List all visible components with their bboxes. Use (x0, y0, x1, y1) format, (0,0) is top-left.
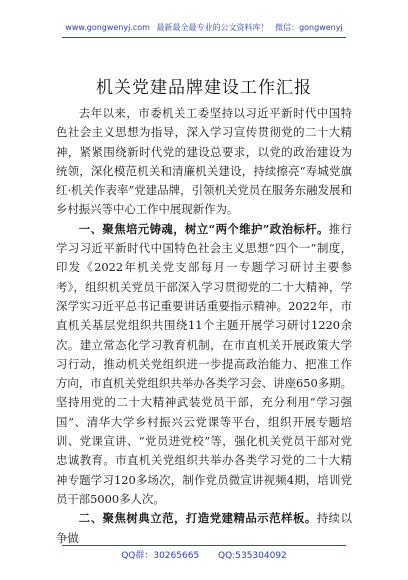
footer-divider (62, 545, 346, 546)
site-header (0, 22, 408, 33)
section-2-text: 持续以争做 (56, 511, 352, 545)
qq-number: QQ:535304092 (218, 551, 287, 561)
section-1-paragraph (56, 220, 352, 509)
site-url[interactable]: www.gongwenyj.com (65, 23, 150, 32)
document-body (56, 104, 352, 548)
header-divider (62, 37, 346, 38)
section-1-heading: 一、聚焦培元铸魂，树立“两个维护”政治标杆。 (78, 221, 329, 236)
section-2-paragraph (56, 509, 352, 548)
site-slogan: 最新最全最专业的公文资料库！ (156, 23, 269, 32)
document-title: 机关党建品牌建设工作汇报 (96, 78, 312, 98)
qq-group: QQ群：30265665 (121, 551, 200, 561)
section-2-heading: 二、聚焦树典立范，打造党建精品示范样板。 (78, 511, 317, 526)
intro-paragraph: 去年以来，市委机关工委坚持以习近平新时代中国特色社会主义思想为指导，深入学习宣传贯彻党的二十大精神，紧紧围绕新时代党的建设总要求，以党的政治建设为统领，深化模范机关和清廉机关建设，持续擦亮“寿城党旗红·机关作表率”党建品牌，引领机关党员在服务东融发展和乡村振兴等中心工作中展现新作为。 (56, 106, 352, 217)
wechat-id: 微信：gongwenyj (275, 23, 343, 32)
section-1-text: 推行学习习近平新时代中国特色社会主义思想“四个一”制度，印发《2022年机关党支部每月一专题学习研讨主要参考》，组织机关党员干部深入学习贯彻党的二十大精神，学深学实习近平总书记重要讲话重要指示精神。2022年，市直机关基层党组织共围绕11个主题开展学习研讨1220余次。建立常态化学习教育机制，在市直机关开展政策大学习行动，推动机关党组织进一步提高政治能力、把准工作方向，市直机关党组织共举办各类学习会、讲座650多期。坚持用党的二十大精神武装党员干部，充分利用“学习强国”、清华大学乡村振兴云党课等平台，组织开展专题培训、党课宣讲、“党员进党校”等，强化机关党员干部对党忠诚教育。市直机关党组织共举办各类学习党的二十大精神专题学习120多场次，制作党员微宣讲视频4期，培训党员干部5000多人次。 (56, 221, 352, 506)
site-footer (0, 548, 408, 561)
